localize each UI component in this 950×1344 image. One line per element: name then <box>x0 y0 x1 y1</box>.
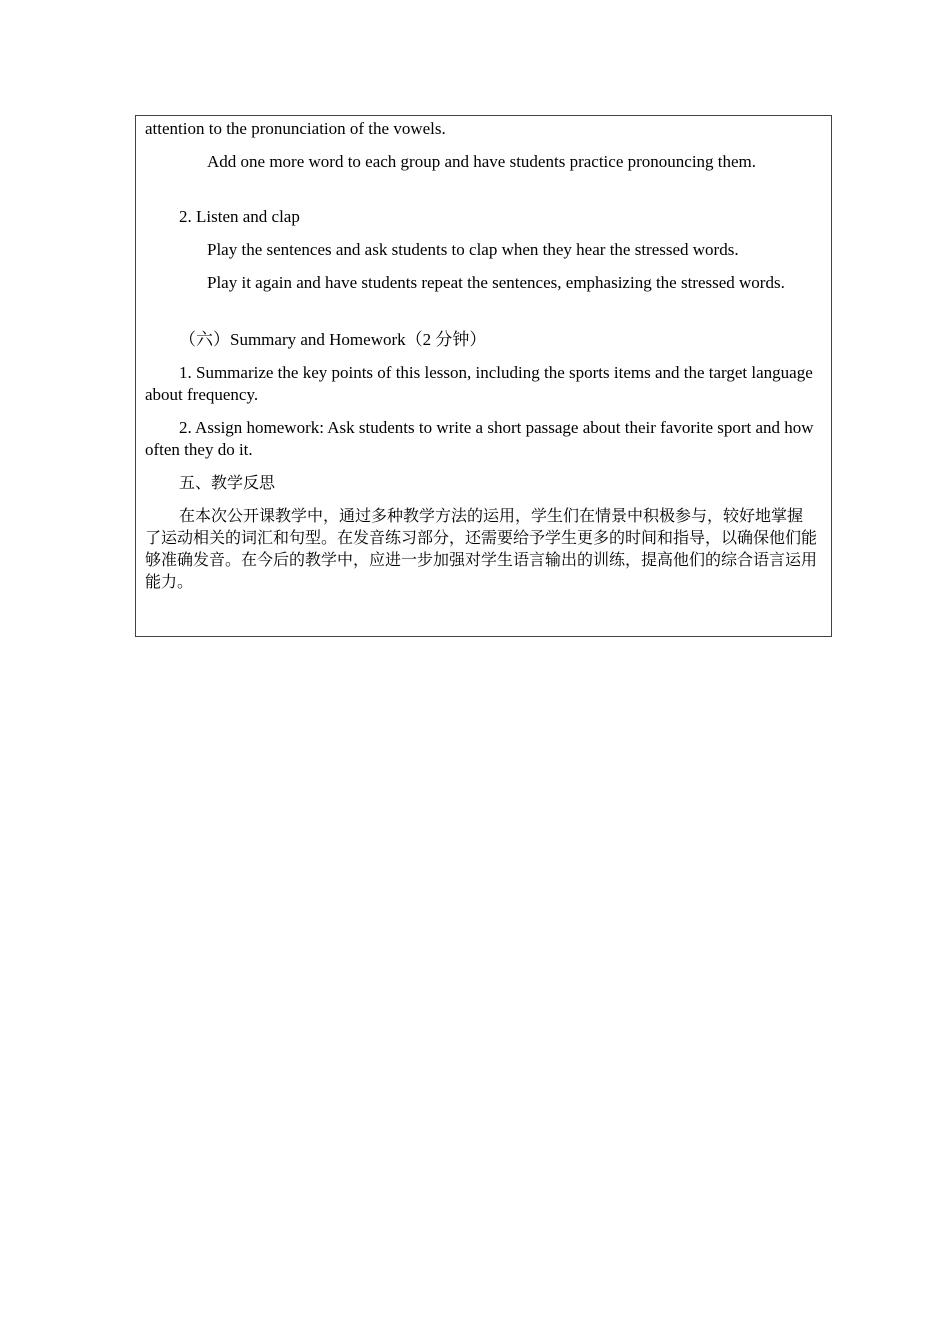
section-heading-teaching-reflection: 五、教学反思 <box>179 473 276 492</box>
paragraph-vowel-attention: attention to the pronunciation of the vowels. <box>145 119 446 138</box>
paragraph-summarize: 1. Summarize the key points of this lesson, including the sports items and the target language about frequency. <box>145 363 813 404</box>
paragraph-play-sentences: Play the sentences and ask students to clap when they hear the stressed words. <box>207 240 739 259</box>
section-heading-summary-homework: （六）Summary and Homework（2 分钟） <box>179 330 487 349</box>
heading-listen-and-clap: 2. Listen and clap <box>179 207 300 226</box>
paragraph-play-again: Play it again and have students repeat the sentences, emphasizing the stressed words. <box>207 273 785 292</box>
paragraph-add-word: Add one more word to each group and have students practice pronouncing them. <box>207 152 757 171</box>
paragraph-reflection: 在本次公开课教学中，通过多种教学方法的运用，学生们在情景中积极参与，较好地掌握了运动相关的词汇和句型。在发音练习部分，还需要给予学生更多的时间和指导，以确保他们能够准确发音。在今后的教学中，应进一步加强对学生语言输出的训练，提高他们的综合语言运用能力。 <box>145 506 818 591</box>
lesson-plan-table-cell <box>135 115 832 637</box>
paragraph-assign-homework: 2. Assign homework: Ask students to write a short passage about their favorite sport and how often they do it. <box>145 418 814 459</box>
